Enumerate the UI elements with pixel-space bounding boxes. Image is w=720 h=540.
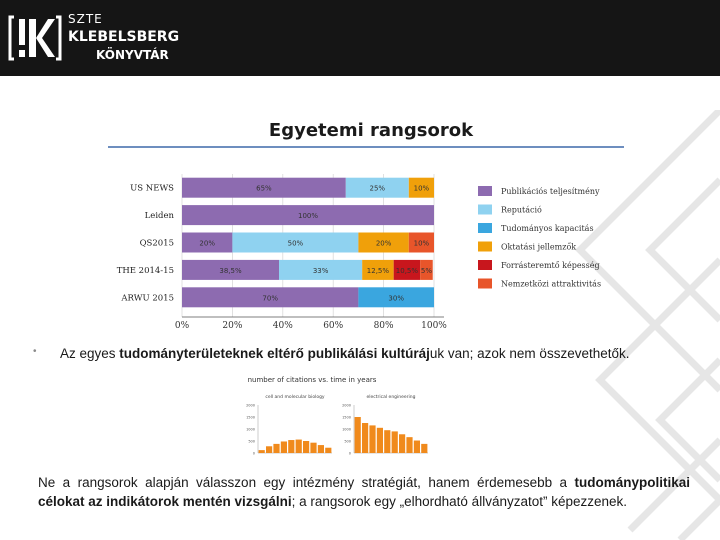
logo-line-1: SZTE: [68, 12, 103, 26]
x-tick-label: 80%: [373, 321, 394, 331]
chart-title: number of citations vs. time in years: [247, 376, 377, 384]
data-label: 10%: [413, 184, 430, 193]
data-label: 12,5%: [366, 266, 390, 275]
data-label: 30%: [388, 294, 404, 303]
bullet-marker: •: [33, 346, 37, 357]
bullet-post: uk van; azok nem összevethetők.: [429, 346, 630, 361]
x-tick-label: 0%: [174, 321, 190, 331]
y-tick-label: 500: [344, 439, 351, 444]
para-post: ; a rangsorok egy „elhordható állványzatot” képezzenek.: [291, 494, 628, 509]
data-label: 38,5%: [219, 266, 242, 275]
legend-label: Oktatási jellemzők: [501, 242, 577, 252]
citation-bar: [310, 443, 316, 453]
y-tick-label: 500: [248, 439, 255, 444]
para-pre: Ne a rangsorok alapján válasszon egy intézmény stratégiát, hanem érdemesebb a: [38, 475, 575, 490]
panel-title: cell and molecular biology: [265, 395, 325, 400]
y-tick-label: 1000: [246, 427, 255, 432]
citation-bar: [421, 444, 427, 453]
citation-bar: [273, 444, 279, 453]
data-label: 25%: [369, 184, 386, 193]
title-rule: [108, 146, 624, 148]
ranking-weights-chart: [108, 166, 628, 336]
y-tick-label: 0: [252, 451, 255, 456]
category-label: QS2015: [139, 238, 174, 249]
x-tick-label: 100%: [421, 321, 447, 331]
slide-title: Egyetemi rangsorok: [268, 120, 474, 141]
para-bold: tudománypolitikai célokat az indikátorok mentén vizsgálni: [38, 475, 690, 509]
legend-swatch: [478, 279, 492, 289]
citation-bar: [325, 448, 331, 453]
citation-bar: [377, 428, 383, 453]
citation-bar: [281, 441, 287, 453]
legend-label: Reputáció: [501, 205, 542, 215]
legend-label: Publikációs teljesítmény: [501, 187, 600, 196]
logo-line-3: KÖNYVTÁR: [96, 48, 169, 62]
y-tick-label: 2000: [342, 403, 351, 408]
y-tick-label: 2000: [246, 403, 255, 408]
legend-swatch: [478, 186, 492, 196]
citation-bar: [399, 434, 405, 453]
legend-swatch: [478, 260, 492, 270]
legend-swatch: [478, 205, 492, 215]
citation-bar: [259, 450, 265, 453]
data-label: 20%: [199, 239, 215, 248]
library-logo-icon: [8, 15, 62, 61]
citation-bar: [266, 446, 272, 453]
citation-bar: [369, 425, 375, 453]
legend-label: Nemzetközi attraktivitás: [501, 279, 602, 289]
data-label: 20%: [375, 239, 392, 248]
legend-label: Tudományos kapacitás: [501, 224, 594, 233]
citation-bar: [303, 441, 309, 453]
citation-bar: [392, 431, 398, 453]
data-label: 5%: [420, 266, 432, 275]
legend-swatch: [478, 223, 492, 233]
citation-bar: [362, 423, 368, 453]
data-label: 50%: [287, 239, 304, 248]
citation-bar: [414, 441, 420, 453]
data-label: 10%: [413, 239, 430, 248]
y-tick-label: 1500: [246, 415, 255, 420]
bullet-text: [60, 346, 629, 361]
y-tick-label: 0: [348, 451, 351, 456]
x-tick-label: 40%: [272, 321, 293, 331]
category-label: ARWU 2015: [121, 293, 174, 304]
x-tick-label: 60%: [323, 321, 344, 331]
data-label: 10,5%: [395, 266, 419, 275]
citation-bar: [296, 440, 302, 453]
y-tick-label: 1500: [342, 415, 351, 420]
data-label: 100%: [297, 212, 319, 221]
category-label: US NEWS: [130, 183, 174, 194]
conclusion-paragraph: [38, 473, 690, 511]
legend-swatch: [478, 242, 492, 252]
x-tick-label: 20%: [222, 321, 243, 331]
citation-bar: [384, 430, 390, 453]
category-label: THE 2014-15: [116, 265, 174, 276]
panel-title: electrical engineering: [366, 395, 416, 400]
citation-bar: [406, 437, 412, 453]
citation-bar: [288, 440, 294, 453]
header-bar: [0, 0, 720, 76]
data-label: 33%: [312, 266, 329, 275]
bullet-pre: Az egyes: [60, 346, 120, 361]
citation-bar: [318, 445, 324, 453]
citation-bar: [355, 417, 361, 453]
category-label: Leiden: [144, 211, 174, 222]
data-label: 70%: [262, 294, 278, 303]
y-tick-label: 1000: [342, 427, 351, 432]
legend-label: Forrásteremtő képesség: [501, 261, 600, 270]
logo-line-2: KLEBELSBERG: [68, 29, 180, 45]
data-label: 65%: [256, 184, 272, 193]
citations-chart: [226, 365, 462, 467]
bullet-bold: tudományterületeknek eltérő publikálási kultúráj: [119, 346, 430, 361]
